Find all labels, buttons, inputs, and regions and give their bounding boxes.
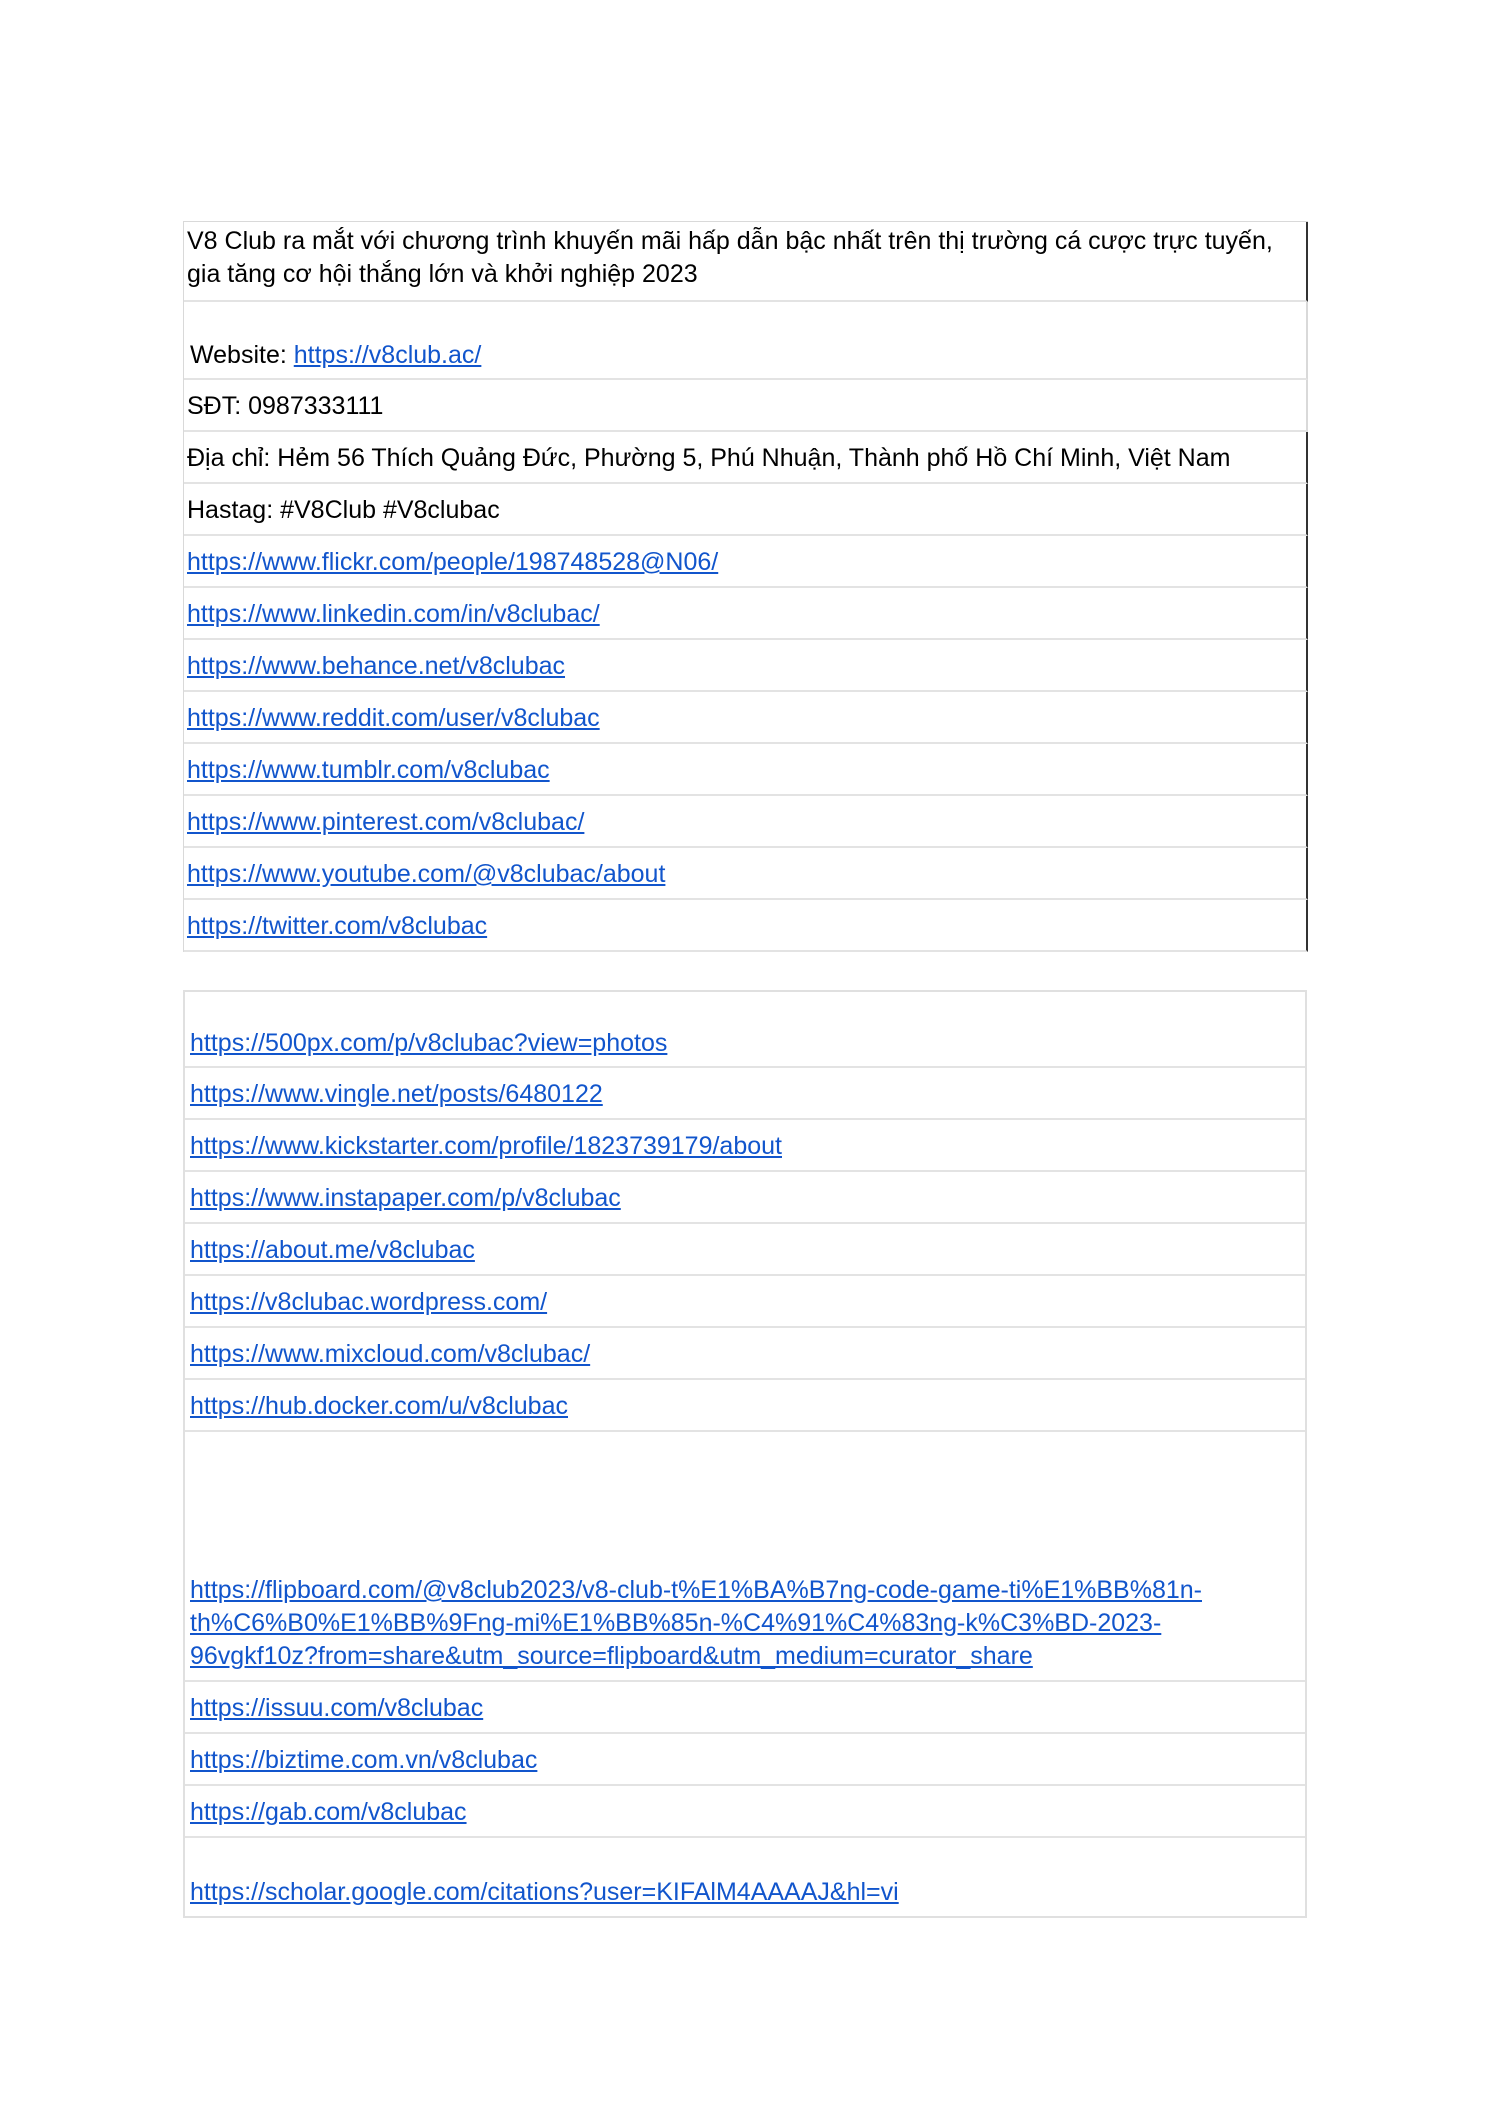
hashtag-text: Hastag: #V8Club #V8clubac: [187, 496, 500, 524]
flipboard-link[interactable]: [190, 1574, 1202, 1673]
link-cell: [184, 744, 1308, 796]
link-cell: [184, 536, 1308, 588]
profile-link[interactable]: https://500px.com/p/v8clubac?view=photos: [190, 1029, 668, 1057]
link-cell: [185, 1172, 1305, 1224]
link-cell: [185, 1380, 1305, 1432]
website-link[interactable]: https://v8club.ac/: [293, 341, 482, 369]
profile-link[interactable]: https://www.instapaper.com/p/v8clubac: [190, 1184, 621, 1212]
social-link[interactable]: https://www.youtube.com/@v8clubac/about: [187, 860, 666, 888]
social-link[interactable]: https://twitter.com/v8clubac: [187, 912, 488, 940]
address-cell: [184, 432, 1308, 484]
scholar-cell: [185, 1838, 1305, 1916]
profile-link[interactable]: https://issuu.com/v8clubac: [190, 1694, 484, 1722]
hashtag-cell: [184, 484, 1308, 536]
scholar-link[interactable]: https://scholar.google.com/citations?user=KIFAlM4AAAAJ&hl=vi: [190, 1878, 899, 1906]
intro-text: V8 Club ra mắt với chương trình khuyến mãi hấp dẫn bậc nhất trên thị trường cá cược trực tuyến, gia tăng cơ hội thắng lớn và khởi nghiệp 2023: [187, 227, 1273, 288]
link-cell: [185, 1786, 1305, 1838]
link-cell: [184, 796, 1308, 848]
link-cell: [184, 588, 1308, 640]
social-link[interactable]: https://www.tumblr.com/v8clubac: [187, 756, 550, 784]
social-link[interactable]: https://www.reddit.com/user/v8clubac: [187, 704, 600, 732]
social-link[interactable]: https://www.flickr.com/people/198748528@N06/: [187, 548, 719, 576]
link-cell: [185, 1734, 1305, 1786]
link-cell: [185, 1068, 1305, 1120]
social-link[interactable]: https://www.pinterest.com/v8clubac/: [187, 808, 585, 836]
link-cell: [184, 692, 1308, 744]
phone-text: SĐT: 0987333111: [187, 392, 384, 420]
flipboard-line: https://flipboard.com/@v8club2023/v8-club-t%E1%BA%B7ng-code-game-ti%E1%BB%81n-: [190, 1576, 1202, 1604]
profile-link[interactable]: https://www.mixcloud.com/v8clubac/: [190, 1340, 591, 1368]
link-cell: [185, 992, 1305, 1068]
profile-link[interactable]: https://www.vingle.net/posts/6480122: [190, 1080, 603, 1108]
link-cell: [185, 1120, 1305, 1172]
links-table: [183, 990, 1307, 1918]
social-link[interactable]: https://www.linkedin.com/in/v8clubac/: [187, 600, 600, 628]
link-cell: [185, 1224, 1305, 1276]
profile-link[interactable]: https://v8clubac.wordpress.com/: [190, 1288, 548, 1316]
link-cell: [184, 640, 1308, 692]
info-table: [183, 221, 1308, 952]
profile-link[interactable]: https://www.kickstarter.com/profile/1823739179/about: [190, 1132, 782, 1160]
flipboard-line: 96vgkf10z?from=share&utm_source=flipboard&utm_medium=curator_share: [190, 1642, 1033, 1670]
phone-cell: [184, 380, 1308, 432]
profile-link[interactable]: https://about.me/v8clubac: [190, 1236, 475, 1264]
profile-link[interactable]: https://gab.com/v8clubac: [190, 1798, 467, 1826]
address-text: Địa chỉ: Hẻm 56 Thích Quảng Đức, Phường 5, Phú Nhuận, Thành phố Hồ Chí Minh, Việt Nam: [187, 444, 1231, 472]
link-cell: [184, 900, 1308, 952]
link-cell: [185, 1276, 1305, 1328]
link-cell: [185, 1328, 1305, 1380]
link-cell: [185, 1682, 1305, 1734]
social-link[interactable]: https://www.behance.net/v8clubac: [187, 652, 566, 680]
intro-cell: [184, 222, 1308, 302]
link-cell: [184, 848, 1308, 900]
profile-link[interactable]: https://biztime.com.vn/v8clubac: [190, 1746, 538, 1774]
flipboard-line: th%C6%B0%E1%BB%9Fng-mi%E1%BB%85n-%C4%91%C4%83ng-k%C3%BD-2023-: [190, 1609, 1162, 1637]
website-cell: [184, 302, 1308, 380]
profile-link[interactable]: https://hub.docker.com/u/v8clubac: [190, 1392, 568, 1420]
flipboard-cell: [185, 1432, 1305, 1682]
website-label: Website:: [190, 341, 294, 369]
